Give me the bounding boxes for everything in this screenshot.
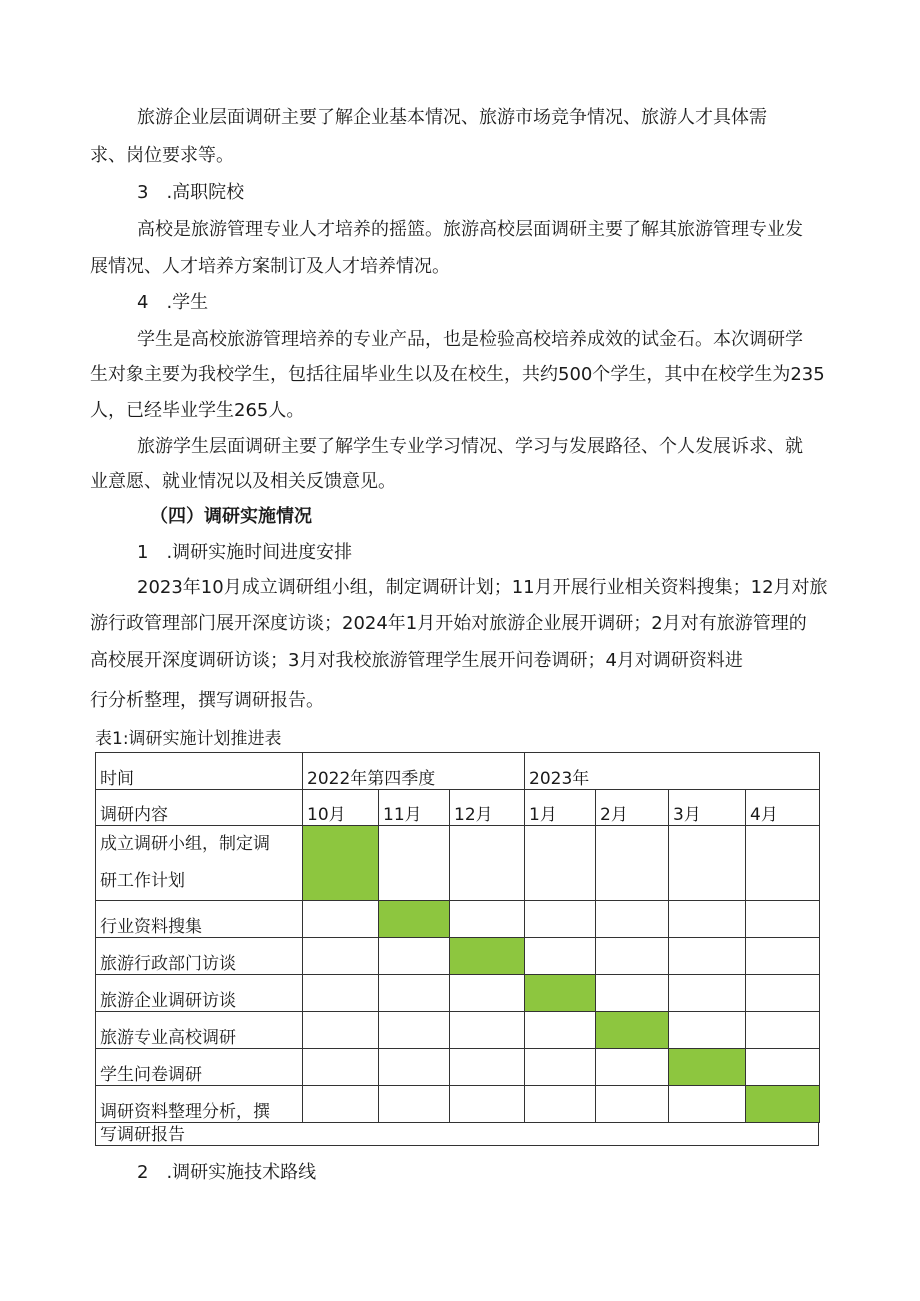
subheading: 1 .调研实施时间进度安排 — [137, 542, 353, 563]
gantt-cell — [303, 826, 379, 901]
table-row — [96, 901, 820, 938]
paragraph-line: 2023年10月成立调研组小组，制定调研计划；11月开展行业相关资料搜集；12月对旅 — [137, 577, 828, 598]
table-row — [96, 1049, 820, 1086]
header-content: 调研内容 — [96, 790, 303, 826]
gantt-cell — [450, 975, 525, 1012]
gantt-cell — [450, 1012, 525, 1049]
month-cell: 12月 — [450, 790, 525, 826]
gantt-cell — [379, 1012, 450, 1049]
task-cell: 学生问卷调研 — [96, 1049, 303, 1086]
gantt-cell — [596, 901, 669, 938]
gantt-cell — [525, 1086, 596, 1123]
gantt-cell — [525, 1012, 596, 1049]
gantt-cell — [303, 1049, 379, 1086]
month-cell: 11月 — [379, 790, 450, 826]
gantt-cell — [379, 901, 450, 938]
gantt-cell — [669, 826, 746, 901]
paragraph-line: 旅游学生层面调研主要了解学生专业学习情况、学习与发展路径、个人发展诉求、就 — [137, 436, 803, 457]
gantt-cell — [379, 826, 450, 901]
paragraph-line: 游行政管理部门展开深度访谈；2024年1月开始对旅游企业展开调研；2月对有旅游管理的 — [90, 613, 807, 634]
header-period-2022: 2022年第四季度 — [303, 753, 525, 790]
task-cell: 调研资料整理分析，撰 — [96, 1086, 303, 1123]
table-caption: 表1:调研实施计划推进表 — [95, 729, 282, 749]
task-cell: 行业资料搜集 — [96, 901, 303, 938]
subheading: 4 .学生 — [137, 292, 209, 313]
paragraph-line: 生对象主要为我校学生，包括往届毕业生以及在校生，共约500个学生，其中在校学生为235 — [90, 364, 825, 385]
gantt-cell — [669, 1049, 746, 1086]
month-cell: 3月 — [669, 790, 746, 826]
gantt-cell — [303, 975, 379, 1012]
gantt-cell — [746, 901, 820, 938]
paragraph-line: 高校是旅游管理专业人才培养的摇篮。旅游高校层面调研主要了解其旅游管理专业发 — [137, 219, 803, 240]
gantt-cell — [450, 938, 525, 975]
gantt-cell — [746, 975, 820, 1012]
gantt-cell — [746, 1049, 820, 1086]
gantt-cell — [303, 1086, 379, 1123]
paragraph-line: 求、岗位要求等。 — [90, 145, 234, 166]
gantt-cell — [525, 975, 596, 1012]
task-label: 研工作计划 — [100, 871, 185, 891]
gantt-cell — [379, 1086, 450, 1123]
gantt-cell — [379, 938, 450, 975]
subheading: 2 .调研实施技术路线 — [137, 1162, 317, 1183]
gantt-cell — [379, 975, 450, 1012]
month-cell: 4月 — [746, 790, 820, 826]
month-cell: 10月 — [303, 790, 379, 826]
table-header-row — [96, 753, 820, 790]
table-month-row — [96, 790, 820, 826]
month-cell: 2月 — [596, 790, 669, 826]
gantt-cell — [525, 826, 596, 901]
task-cell: 旅游专业高校调研 — [96, 1012, 303, 1049]
paragraph-line: 展情况、人才培养方案制订及人才培养情况。 — [90, 256, 450, 277]
task-cell: 旅游行政部门访谈 — [96, 938, 303, 975]
table-row — [96, 938, 820, 975]
section-heading: （四）调研实施情况 — [150, 506, 312, 527]
table-row — [96, 826, 820, 901]
paragraph-line: 旅游企业层面调研主要了解企业基本情况、旅游市场竞争情况、旅游人才具体需 — [137, 107, 767, 128]
gantt-cell — [450, 901, 525, 938]
gantt-cell — [746, 1012, 820, 1049]
gantt-cell — [746, 826, 820, 901]
paragraph-line: 行分析整理，撰写调研报告。 — [90, 690, 324, 711]
gantt-cell — [525, 1049, 596, 1086]
gantt-cell — [596, 1012, 669, 1049]
table-row-continuation: 写调研报告 — [95, 1122, 819, 1146]
task-label: 成立调研小组，制定调 — [100, 834, 270, 854]
header-time: 时间 — [96, 753, 303, 790]
gantt-cell — [669, 938, 746, 975]
gantt-cell — [525, 938, 596, 975]
paragraph-line: 学生是高校旅游管理培养的专业产品，也是检验高校培养成效的试金石。本次调研学 — [137, 329, 803, 350]
table-row — [96, 1012, 820, 1049]
gantt-cell — [379, 1049, 450, 1086]
gantt-cell — [669, 901, 746, 938]
gantt-cell — [303, 1012, 379, 1049]
gantt-cell — [746, 1086, 820, 1123]
header-period-2023: 2023年 — [525, 753, 820, 790]
table-row — [96, 1086, 820, 1123]
gantt-cell — [596, 1049, 669, 1086]
table-row — [96, 975, 820, 1012]
gantt-cell — [525, 901, 596, 938]
gantt-cell — [450, 826, 525, 901]
paragraph-line: 业意愿、就业情况以及相关反馈意见。 — [90, 471, 396, 492]
gantt-cell — [303, 938, 379, 975]
schedule-table — [95, 752, 820, 1123]
gantt-cell — [596, 1086, 669, 1123]
gantt-cell — [669, 1086, 746, 1123]
month-cell: 1月 — [525, 790, 596, 826]
gantt-cell — [669, 1012, 746, 1049]
paragraph-line: 高校展开深度调研访谈；3月对我校旅游管理学生展开问卷调研；4月对调研资料进 — [90, 650, 743, 671]
gantt-cell — [450, 1086, 525, 1123]
gantt-cell — [669, 975, 746, 1012]
subheading: 3 .高职院校 — [137, 182, 245, 203]
gantt-cell — [596, 826, 669, 901]
gantt-cell — [596, 938, 669, 975]
task-cell: 旅游企业调研访谈 — [96, 975, 303, 1012]
gantt-cell — [450, 1049, 525, 1086]
task-cell — [96, 826, 303, 901]
gantt-cell — [303, 901, 379, 938]
gantt-cell — [596, 975, 669, 1012]
gantt-cell — [746, 938, 820, 975]
paragraph-line: 人，已经毕业学生265人。 — [90, 400, 305, 421]
